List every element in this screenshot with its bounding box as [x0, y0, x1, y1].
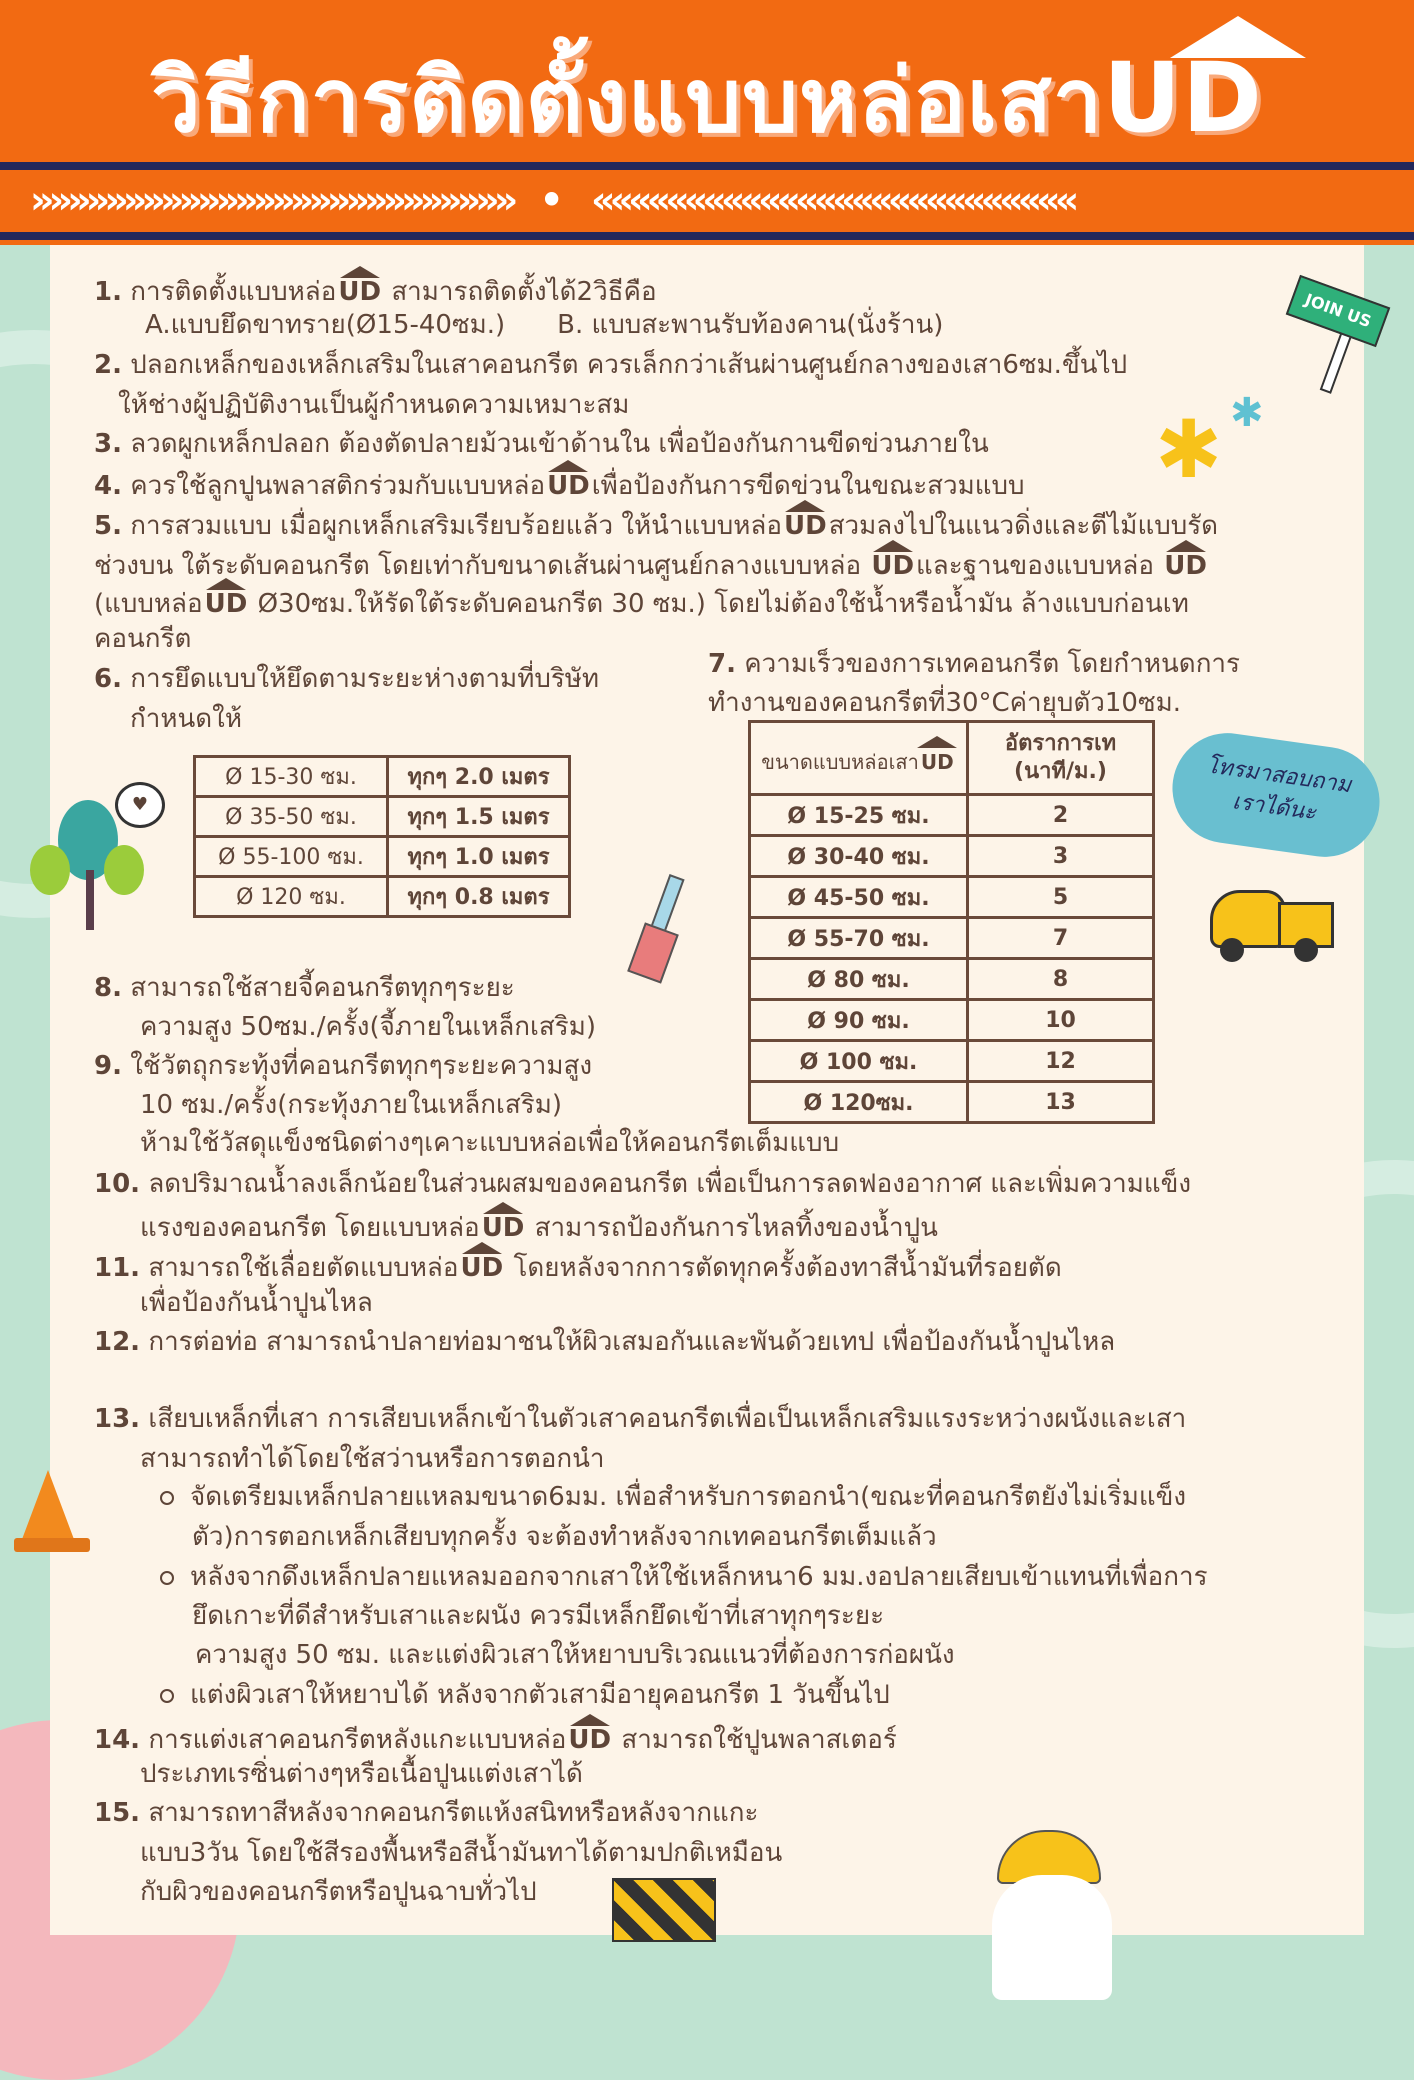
asterisk-icon: ✱ — [1155, 403, 1223, 496]
cone-base — [14, 1538, 90, 1552]
item-12: 12. การต่อท่อ สามารถนำปลายท่อมาชนให้ผิวเสมอกันและพันด้วยเทป เพื่อป้องกันน้ำปูนไหล — [94, 1327, 1116, 1357]
ud-logo-icon: UD — [782, 502, 829, 540]
table-header-row — [750, 722, 1154, 795]
item-11-line-2: เพื่อป้องกันน้ำปูนไหล — [140, 1288, 373, 1318]
ud-logo-icon: UD — [203, 580, 250, 618]
item-13-bullet-2a: หลังจากดึงเหล็กปลายแหลมออกจากเสาให้ใช้เหล็กหนา6 มม.งอปลายเสียบเข้าแทนที่เพื่อการ — [160, 1558, 1208, 1596]
item-9-line-3: ห้ามใช้วัสดุแข็งชนิดต่างๆเคาะแบบหล่อเพื่อให้คอนกรีตเต็มแบบ — [140, 1128, 840, 1158]
item-15-line-2: แบบ3วัน โดยใช้สีรองพื้นหรือสีน้ำมันทาได้ตามปกติเหมือน — [140, 1838, 783, 1868]
table-cell: Ø 100 ซม. — [750, 1041, 968, 1082]
item-5-line-4: คอนกรีต — [94, 624, 192, 654]
table-row — [195, 757, 570, 797]
table-cell: Ø 55-100 ซม. — [195, 837, 388, 877]
table-row — [195, 797, 570, 837]
ud-logo-icon: UD — [545, 462, 592, 500]
ud-logo-icon: UD — [1162, 542, 1209, 580]
ud-logo-icon: UD — [919, 738, 956, 776]
ud-logo-icon: UD — [869, 542, 916, 580]
item-10-line-2: แรงของคอนกรีต โดยแบบหล่อUD สามารถป้องกันการไหลทิ้งของน้ำปูน — [140, 1204, 938, 1247]
title-text: วิธีการติดตั้งแบบหล่อเสา — [151, 49, 1104, 152]
table-cell: 13 — [968, 1082, 1154, 1123]
table-header-size: ขนาดแบบหล่อเสา UD — [750, 722, 968, 795]
table-cell: ทุกๆ 1.5 เมตร — [388, 797, 570, 837]
table-cell: Ø 120ซม. — [750, 1082, 968, 1123]
table-cell: Ø 80 ซม. — [750, 959, 968, 1000]
page-title — [0, 30, 1414, 170]
item-7-line-2: ทำงานของคอนกรีตที่30°Cค่ายุบตัว10ซม. — [708, 688, 1181, 718]
item-10-line-1: 10. ลดปริมาณน้ำลงเล็กน้อยในส่วนผสมของคอนกรีต เพื่อเป็นการลดฟองอากาศ และเพิ่มความแข็ง — [94, 1169, 1192, 1199]
item-8-line-1: 8. สามารถใช้สายจี้คอนกรีตทุกๆระยะ — [94, 973, 515, 1003]
item-1: 1. การติดตั้งแบบหล่อUD สามารถติดตั้งได้2วิธีคือ — [94, 268, 657, 311]
table-row — [750, 1041, 1154, 1082]
chevrons-left: »»»»»»»»»»»»»»»»»»»»»»»»»» — [30, 178, 513, 218]
join-us-sign-icon — [1290, 280, 1390, 380]
table-row — [750, 795, 1154, 836]
table-header-rate: อัตราการเท (นาที/ม.) — [968, 722, 1154, 795]
item-14-line-1: 14. การแต่งเสาคอนกรีตหลังแกะแบบหล่อUD สามารถใช้ปูนพลาสเตอร์ — [94, 1716, 897, 1759]
table-cell: Ø 35-50 ซม. — [195, 797, 388, 837]
table-cell: ทุกๆ 1.0 เมตร — [388, 837, 570, 877]
concrete-truck-icon — [1210, 880, 1340, 970]
spacing-table — [193, 755, 571, 918]
item-15-line-1: 15. สามารถทาสีหลังจากคอนกรีตแห้งสนิทหรือหลังจากแกะ — [94, 1798, 759, 1828]
item-14-line-2: ประเภทเรซิ่นต่างๆหรือเนื้อปูนแต่งเสาได้ — [140, 1759, 583, 1789]
table-cell: 8 — [968, 959, 1154, 1000]
table-cell: Ø 30-40 ซม. — [750, 836, 968, 877]
header-divider-top — [0, 162, 1414, 170]
table-row — [750, 877, 1154, 918]
item-13-bullet-1b: ตัว)การตอกเหล็กเสียบทุกครั้ง จะต้องทำหลังจากเทคอนกรีตเต็มแล้ว — [192, 1522, 937, 1552]
table-cell: 5 — [968, 877, 1154, 918]
item-8-line-2: ความสูง 50ซม./ครั้ง(จี้ภายในเหล็กเสริม) — [140, 1012, 597, 1042]
table-cell: Ø 15-25 ซม. — [750, 795, 968, 836]
table-row — [750, 959, 1154, 1000]
table-cell: Ø 90 ซม. — [750, 1000, 968, 1041]
table-cell: 2 — [968, 795, 1154, 836]
item-11-line-1: 11. สามารถใช้เลื่อยตัดแบบหล่อUD โดยหลังจากการตัดทุกครั้งต้องทาสีน้ำมันที่รอยตัด — [94, 1244, 1062, 1287]
table-cell: Ø 55-70 ซม. — [750, 918, 968, 959]
heart-speech-bubble-icon: ♥ — [115, 782, 165, 828]
construction-barrier-icon — [612, 1878, 716, 1942]
table-cell: ทุกๆ 0.8 เมตร — [388, 877, 570, 917]
item-5-line-1: 5. การสวมแบบ เมื่อผูกเหล็กเสริมเรียบร้อยแล้ว ให้นำแบบหล่อUDสวมลงไปในแนวดิ่งและตีไม้แบบรัด — [94, 502, 1218, 545]
bullet-icon — [160, 1571, 174, 1585]
table-row — [750, 918, 1154, 959]
join-us-label: JOIN US — [1286, 275, 1391, 347]
item-2-line-2: ให้ช่างผู้ปฏิบัติงานเป็นผู้กำหนดความเหมาะสม — [118, 390, 630, 420]
item-3: 3. ลวดผูกเหล็กปลอก ต้องตัดปลายม้วนเข้าด้านใน เพื่อป้องกันกานขีดข่วนภายใน — [94, 429, 989, 459]
item-6-line-2: กำหนดให้ — [130, 704, 242, 734]
table-cell: 12 — [968, 1041, 1154, 1082]
bullet-icon — [160, 1689, 174, 1703]
ud-logo-icon: UD — [458, 1244, 505, 1282]
bear-worker-icon — [992, 1830, 1122, 2000]
title-brand: UD — [1103, 42, 1263, 154]
item-9-line-2: 10 ซม./ครั้ง(กระทุ้งภายในเหล็กเสริม) — [140, 1090, 563, 1120]
chevrons-right: «««««««««««««««««««««««««« — [591, 178, 1074, 218]
item-15-line-3: กับผิวของคอนกรีตหรือปูนฉาบทั่วไป — [140, 1877, 537, 1907]
item-13-bullet-2b: ยึดเกาะที่ดีสำหรับเสาและผนัง ควรมีเหล็กยึดเข้าที่เสาทุกๆระยะ — [192, 1601, 885, 1631]
item-5-line-2: ช่วงบน ใต้ระดับคอนกรีต โดยเท่ากับขนาดเส้นผ่านศูนย์กลางแบบหล่อ UDและฐานของแบบหล่อ UD — [94, 542, 1209, 585]
item-6-line-1: 6. การยึดแบบให้ยึดตามระยะห่างตามที่บริษัท — [94, 664, 600, 694]
ud-logo-icon: UD — [336, 268, 383, 306]
bullet-icon — [160, 1491, 174, 1505]
paint-brush-icon — [625, 875, 685, 985]
call-us-line-2: เราได้นะ — [1230, 789, 1318, 826]
item-13-line-2: สามารถทำได้โดยใช้สว่านหรือการตอกนำ — [140, 1444, 605, 1474]
item-13-line-1: 13. เสียบเหล็กที่เสา การเสียบเหล็กเข้าในตัวเสาคอนกรีตเพื่อเป็นเหล็กเสริมแรงระหว่างผนังและเสา — [94, 1404, 1187, 1434]
item-2-line-1: 2. ปลอกเหล็กของเหล็กเสริมในเสาคอนกรีต ควรเล็กกว่าเส้นผ่านศูนย์กลางของเสา6ซม.ขึ้นไป — [94, 350, 1128, 380]
table-row — [750, 1000, 1154, 1041]
table-cell: 10 — [968, 1000, 1154, 1041]
table-cell: Ø 15-30 ซม. — [195, 757, 388, 797]
table-row — [195, 877, 570, 917]
header-divider-bottom — [0, 232, 1414, 240]
item-1-options: A.แบบยึดขาทราย(Ø15-40ซม.) B. แบบสะพานรับท้องคาน(นั่งร้าน) — [145, 310, 944, 340]
table-row — [750, 1082, 1154, 1123]
ud-logo-icon: UD — [566, 1716, 613, 1754]
table-cell: ทุกๆ 2.0 เมตร — [388, 757, 570, 797]
table-cell: Ø 45-50 ซม. — [750, 877, 968, 918]
item-9-line-1: 9. ใช้วัตถุกระทุ้งที่คอนกรีตทุกๆระยะความสูง — [94, 1051, 593, 1081]
table-row — [750, 836, 1154, 877]
table-cell: Ø 120 ซม. — [195, 877, 388, 917]
call-us-line-1: โทรมาสอบถาม — [1204, 753, 1353, 799]
table-cell: 3 — [968, 836, 1154, 877]
ud-logo-icon: UD — [480, 1204, 527, 1242]
item-13-bullet-2c: ความสูง 50 ซม. และแต่งผิวเสาให้หยาบบริเวณแนวที่ต้องการก่อผนัง — [195, 1640, 955, 1670]
chevron-dot: • — [539, 178, 564, 218]
table-cell: 7 — [968, 918, 1154, 959]
chevron-row — [30, 178, 1384, 218]
pour-rate-table — [748, 720, 1155, 1124]
asterisk-small-icon: ✱ — [1230, 390, 1264, 436]
item-13-bullet-1a: จัดเตรียมเหล็กปลายแหลมขนาด6มม. เพื่อสำหรับการตอกนำ(ขณะที่คอนกรีตยังไม่เริ่มแข็ง — [160, 1478, 1186, 1516]
item-7-line-1: 7. ความเร็วของการเทคอนกรีต โดยกำหนดการ — [708, 649, 1240, 679]
item-5-line-3: (แบบหล่อUD Ø30ซม.ให้รัดใต้ระดับคอนกรีต 30 ซม.) โดยไม่ต้องใช้น้ำหรือน้ำมัน ล้างแบบก่อนเท — [94, 580, 1189, 623]
item-4: 4. ควรใช้ลูกปูนพลาสติกร่วมกับแบบหล่อUDเพื่อป้องกันการขีดข่วนในขณะสวมแบบ — [94, 462, 1025, 505]
item-13-bullet-3: แต่งผิวเสาให้หยาบได้ หลังจากตัวเสามีอายุคอนกรีต 1 วันขึ้นไป — [160, 1676, 890, 1714]
table-row — [195, 837, 570, 877]
